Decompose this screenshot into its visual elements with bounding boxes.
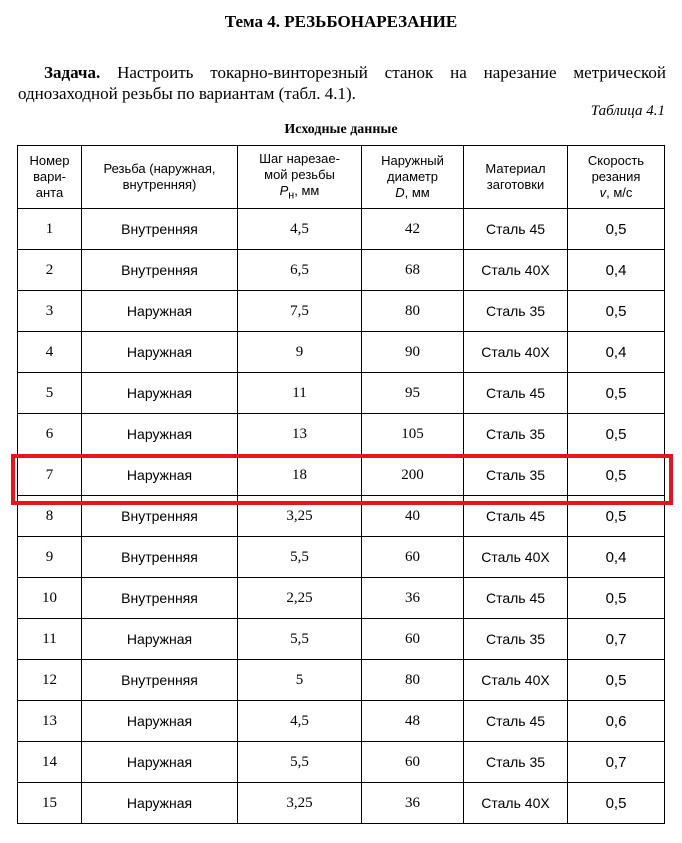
pitch-cell: 5,5 bbox=[238, 537, 362, 578]
task-text: Настроить токарно-винторезный станок на нарезание метрической однозаходной резьбы по вариантам (табл. 4.1). bbox=[18, 63, 666, 103]
speed-cell: 0,5 bbox=[568, 660, 665, 701]
table-row bbox=[18, 742, 665, 783]
speed-cell: 0,5 bbox=[568, 291, 665, 332]
diameter-cell: 80 bbox=[362, 291, 464, 332]
table-row bbox=[18, 332, 665, 373]
table-row bbox=[18, 619, 665, 660]
diameter-cell: 105 bbox=[362, 414, 464, 455]
pitch-cell: 5 bbox=[238, 660, 362, 701]
material-cell: Сталь 45 bbox=[464, 701, 568, 742]
table-number: Таблица 4.1 bbox=[590, 103, 665, 119]
material-cell: Сталь 45 bbox=[464, 373, 568, 414]
speed-cell: 0,7 bbox=[568, 742, 665, 783]
table-row bbox=[18, 373, 665, 414]
variant-cell: 11 bbox=[18, 619, 82, 660]
speed-cell: 0,5 bbox=[568, 414, 665, 455]
table-row bbox=[18, 660, 665, 701]
thread-type-cell: Наружная bbox=[82, 455, 238, 496]
variant-cell: 7 bbox=[18, 455, 82, 496]
table-row bbox=[18, 455, 665, 496]
speed-cell: 0,6 bbox=[568, 701, 665, 742]
diameter-cell: 36 bbox=[362, 578, 464, 619]
header-pitch: Шаг нарезае- мой резьбы $P_н$, мм bbox=[238, 146, 362, 209]
pitch-cell: 18 bbox=[238, 455, 362, 496]
speed-cell: 0,4 bbox=[568, 537, 665, 578]
speed-cell: 0,5 bbox=[568, 496, 665, 537]
thread-type-cell: Наружная bbox=[82, 373, 238, 414]
variant-cell: 6 bbox=[18, 414, 82, 455]
material-cell: Сталь 40Х bbox=[464, 537, 568, 578]
material-cell: Сталь 35 bbox=[464, 455, 568, 496]
material-cell: Сталь 35 bbox=[464, 291, 568, 332]
thread-type-cell: Внутренняя bbox=[82, 537, 238, 578]
material-cell: Сталь 40Х bbox=[464, 783, 568, 824]
material-cell: Сталь 35 bbox=[464, 619, 568, 660]
speed-cell: 0,5 bbox=[568, 783, 665, 824]
thread-type-cell: Внутренняя bbox=[82, 496, 238, 537]
material-cell: Сталь 35 bbox=[464, 414, 568, 455]
diameter-cell: 95 bbox=[362, 373, 464, 414]
material-cell: Сталь 40Х bbox=[464, 332, 568, 373]
table-row bbox=[18, 291, 665, 332]
pitch-cell: 5,5 bbox=[238, 619, 362, 660]
speed-cell: 0,4 bbox=[568, 250, 665, 291]
variant-cell: 12 bbox=[18, 660, 82, 701]
task-paragraph bbox=[18, 62, 666, 104]
diameter-cell: 68 bbox=[362, 250, 464, 291]
thread-type-cell: Внутренняя bbox=[82, 250, 238, 291]
diameter-cell: 36 bbox=[362, 783, 464, 824]
variant-cell: 9 bbox=[18, 537, 82, 578]
thread-type-cell: Наружная bbox=[82, 332, 238, 373]
header-thread: Резьба (наружная, внутренняя) bbox=[82, 146, 238, 209]
table-caption: Исходные данные bbox=[284, 122, 398, 137]
pitch-cell: 3,25 bbox=[238, 496, 362, 537]
diameter-cell: 80 bbox=[362, 660, 464, 701]
variant-cell: 5 bbox=[18, 373, 82, 414]
diameter-cell: 60 bbox=[362, 742, 464, 783]
pitch-cell: 9 bbox=[238, 332, 362, 373]
diameter-cell: 60 bbox=[362, 619, 464, 660]
variant-cell: 2 bbox=[18, 250, 82, 291]
task-lead: Задача. bbox=[44, 63, 101, 82]
diameter-cell: 48 bbox=[362, 701, 464, 742]
material-cell: Сталь 40Х bbox=[464, 660, 568, 701]
table-row bbox=[18, 701, 665, 742]
speed-cell: 0,5 bbox=[568, 373, 665, 414]
variant-cell: 10 bbox=[18, 578, 82, 619]
diameter-cell: 200 bbox=[362, 455, 464, 496]
pitch-cell: 5,5 bbox=[238, 742, 362, 783]
table-row bbox=[18, 209, 665, 250]
material-cell: Сталь 40Х bbox=[464, 250, 568, 291]
thread-type-cell: Наружная bbox=[82, 783, 238, 824]
table-row bbox=[18, 250, 665, 291]
thread-type-cell: Наружная bbox=[82, 742, 238, 783]
variant-cell: 1 bbox=[18, 209, 82, 250]
header-variant: Номер вари- анта bbox=[18, 146, 82, 209]
table-body bbox=[18, 209, 665, 824]
thread-type-cell: Наружная bbox=[82, 701, 238, 742]
header-material: Материал заготовки bbox=[464, 146, 568, 209]
table-row bbox=[18, 496, 665, 537]
variant-cell: 14 bbox=[18, 742, 82, 783]
variant-cell: 15 bbox=[18, 783, 82, 824]
data-table bbox=[17, 145, 665, 824]
thread-type-cell: Наружная bbox=[82, 291, 238, 332]
thread-type-cell: Внутренняя bbox=[82, 660, 238, 701]
pitch-cell: 2,25 bbox=[238, 578, 362, 619]
header-speed: Скорость резания v, м/с bbox=[568, 146, 665, 209]
diameter-cell: 40 bbox=[362, 496, 464, 537]
variant-cell: 4 bbox=[18, 332, 82, 373]
table-row bbox=[18, 537, 665, 578]
material-cell: Сталь 45 bbox=[464, 209, 568, 250]
table-row bbox=[18, 783, 665, 824]
material-cell: Сталь 35 bbox=[464, 742, 568, 783]
variant-cell: 3 bbox=[18, 291, 82, 332]
material-cell: Сталь 45 bbox=[464, 578, 568, 619]
header-row bbox=[18, 146, 665, 209]
variant-cell: 8 bbox=[18, 496, 82, 537]
thread-type-cell: Внутренняя bbox=[82, 209, 238, 250]
pitch-cell: 7,5 bbox=[238, 291, 362, 332]
thread-type-cell: Внутренняя bbox=[82, 578, 238, 619]
diameter-cell: 60 bbox=[362, 537, 464, 578]
diameter-cell: 90 bbox=[362, 332, 464, 373]
speed-cell: 0,5 bbox=[568, 578, 665, 619]
header-diameter: Наружный диаметр D, мм bbox=[362, 146, 464, 209]
pitch-cell: 3,25 bbox=[238, 783, 362, 824]
page-title: Тема 4. РЕЗЬБОНАРЕЗАНИЕ bbox=[224, 12, 458, 31]
pitch-cell: 4,5 bbox=[238, 209, 362, 250]
thread-type-cell: Наружная bbox=[82, 619, 238, 660]
pitch-cell: 4,5 bbox=[238, 701, 362, 742]
pitch-cell: 6,5 bbox=[238, 250, 362, 291]
table-row bbox=[18, 414, 665, 455]
speed-cell: 0,5 bbox=[568, 209, 665, 250]
thread-type-cell: Наружная bbox=[82, 414, 238, 455]
pitch-cell: 13 bbox=[238, 414, 362, 455]
diameter-cell: 42 bbox=[362, 209, 464, 250]
table-row bbox=[18, 578, 665, 619]
speed-cell: 0,5 bbox=[568, 455, 665, 496]
speed-cell: 0,4 bbox=[568, 332, 665, 373]
pitch-cell: 11 bbox=[238, 373, 362, 414]
material-cell: Сталь 45 bbox=[464, 496, 568, 537]
variant-cell: 13 bbox=[18, 701, 82, 742]
speed-cell: 0,7 bbox=[568, 619, 665, 660]
